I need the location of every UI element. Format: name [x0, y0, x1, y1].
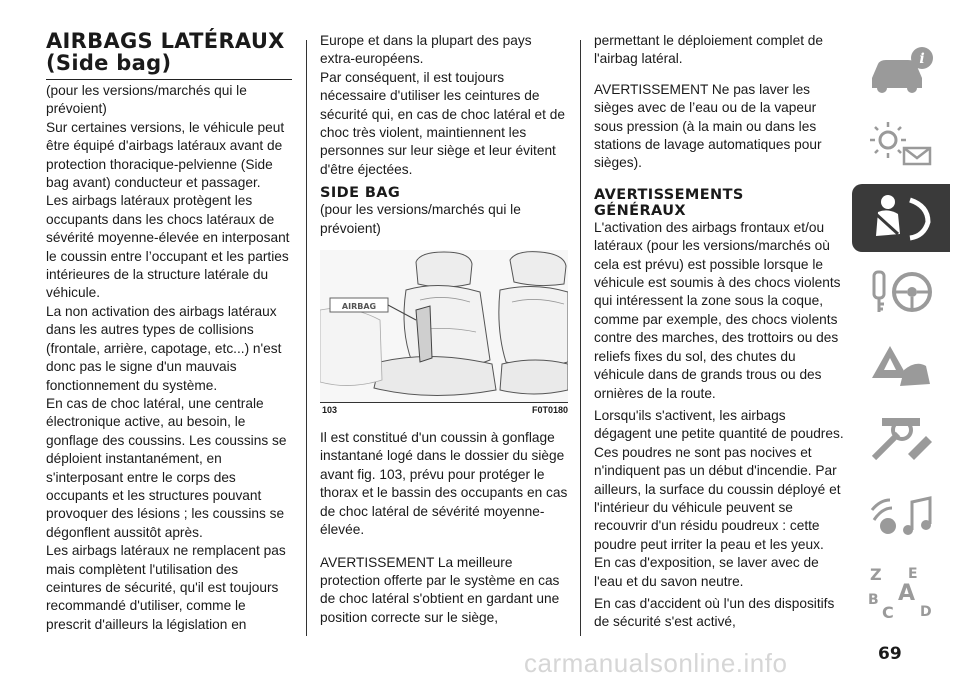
paragraph: Sur certaines versions, le véhicule peut être équipé d'airbags latéraux avant de protection thoracique-pelvienne (Side bag avant) conducteur et passager. — [46, 119, 285, 191]
page-number: 69 — [878, 644, 902, 664]
svg-text:A: A — [898, 581, 916, 606]
section-title — [46, 30, 294, 80]
svg-text:E: E — [908, 566, 918, 582]
warning-paragraph: AVERTISSEMENT La meilleure protection offerte par le système en cas de choc latéral s'obtient en gardant une position correcte sur le siège, — [320, 554, 560, 625]
paragraph: Il est constitué d'un coussin à gonflage instantané logé dans le dossier du siège avant fig. 103, prévu pour protéger le thorax et le bassin des occupants en cas de choc latéral de sévérité moyenne-élevée. — [320, 430, 568, 538]
subsection-heading-line2: GÉNÉRAUX — [594, 202, 686, 219]
watermark: carmanualsonline.info — [524, 648, 788, 678]
alphabetical-index-icon — [864, 562, 940, 622]
svg-text:B: B — [868, 592, 879, 608]
figure-code: F0T0180 — [531, 405, 568, 416]
paragraph: L'activation des airbags frontaux et/ou latéraux (pour les versions/marchés où cela est prévu) est possible lorsque le véhicule est soumis à des chocs violents qui intéressent la zone sous la coque, comme par exemple, des chocs violents contre des marches, des trottoirs ou des reliefs fixes du sol, des chutes du véhicule dans de grands trous ou des ornières de la route. — [594, 219, 841, 401]
figure-caption — [320, 403, 570, 415]
figure-image — [320, 250, 568, 403]
maintenance-tools-icon — [864, 414, 940, 466]
svg-text:D: D — [920, 604, 932, 620]
tab-index[interactable] — [852, 554, 950, 622]
breakdown-warning-icon — [864, 340, 940, 392]
paragraph: Les airbags latéraux protègent les occupants dans les chocs latéraux de sévérité moyenne-élevée en interposant le coussin entre l’occupant et les parties intérieures de la structure latérale du véhicule. — [46, 193, 290, 301]
seat-illustration — [320, 250, 568, 402]
section-title-line2: (Side bag) — [46, 51, 172, 75]
tab-multimedia[interactable] — [852, 480, 950, 548]
tab-car-info[interactable] — [852, 36, 950, 104]
dashboard-warning-lights-icon — [864, 118, 940, 170]
title-underline — [46, 79, 292, 80]
paragraph: En cas d'accident où l'un des dispositifs de sécurité s'est activé, — [594, 595, 835, 630]
section-title-line1: AIRBAGS LATÉRAUX — [46, 29, 285, 53]
figure-103 — [320, 250, 570, 415]
svg-text:C: C — [882, 603, 894, 622]
paragraph: (pour les versions/marchés qui le prévoient) — [46, 83, 247, 117]
paragraph: Par conséquent, il est toujours nécessaire d'utiliser les ceintures de sécurité qui, en cas de choc latéral et de choc très violent, maintiennent les personnes sur leur siège et leur évitent d'être éjectées. — [320, 69, 565, 177]
svg-text:i: i — [919, 51, 925, 67]
seatbelt-airbag-icon — [864, 192, 940, 244]
multimedia-icon — [864, 488, 940, 540]
tab-maintenance[interactable] — [852, 406, 950, 474]
paragraph: permettant le déploiement complet de l'airbag latéral. — [594, 33, 824, 67]
subsection-heading: SIDE BAG — [320, 185, 401, 202]
paragraph: La non activation des airbags latéraux dans les autres types de collisions (frontale, arrière, capotage, etc...) n'est donc pas le signe d'un mauvais fonctionnement du système. — [46, 303, 282, 393]
airbag-label: AIRBAG — [341, 302, 377, 312]
paragraph: En cas de choc latéral, une centrale électronique active, au besoin, le gonflage des coussins. Les coussins se déploient instantanément, en s'interposant entre le corps des occupants et les structures pouvant provoquer des lésions ; les coussins se dégonflent aussitôt après. — [46, 395, 287, 540]
svg-text:Z: Z — [870, 565, 882, 584]
paragraph: Les airbags latéraux ne remplacent pas mais complètent l'utilisation des ceintures de sécurité, qu'il est toujours recommandé d'utiliser, comme le prescrit d'ailleurs la législation en — [46, 543, 286, 632]
key-steering-wheel-icon — [864, 266, 940, 318]
text-column-1 — [46, 82, 290, 634]
paragraph: Lorsqu'ils s'activent, les airbags dégagent une petite quantité de poudres. Ces poudres ne sont pas nocives et n'indiquent pas un début d'incendie. Par ailleurs, la surface du coussin déployé et l'intérieur du véhicule peuvent se recouvrir d'un résidu poudreux : cette poudre peut irriter la peau et les yeux. En cas d'exposition, se laver avec de l'eau et du savon neutre. — [594, 407, 844, 589]
column-divider — [306, 40, 307, 636]
tab-safety[interactable] — [852, 184, 950, 252]
car-info-icon — [864, 44, 940, 96]
column-divider — [580, 40, 581, 636]
subsection-heading-line1: AVERTISSEMENTS — [594, 186, 744, 203]
tab-dashboard[interactable] — [852, 110, 950, 178]
warning-paragraph: AVERTISSEMENT Ne pas laver les sièges avec de l’eau ou de la vapeur sous pression (à la main ou dans les stations de lavage automatiques pour sièges). — [594, 81, 822, 171]
text-column-2 — [320, 32, 570, 627]
text-column-3 — [594, 32, 844, 632]
tab-starting-driving[interactable] — [852, 258, 950, 326]
tab-emergency[interactable] — [852, 332, 950, 400]
figure-number: 103 — [322, 405, 338, 416]
paragraph: (pour les versions/marchés qui le prévoient) — [320, 202, 521, 236]
paragraph: Europe et dans la plupart des pays extra-européens. — [320, 33, 532, 67]
